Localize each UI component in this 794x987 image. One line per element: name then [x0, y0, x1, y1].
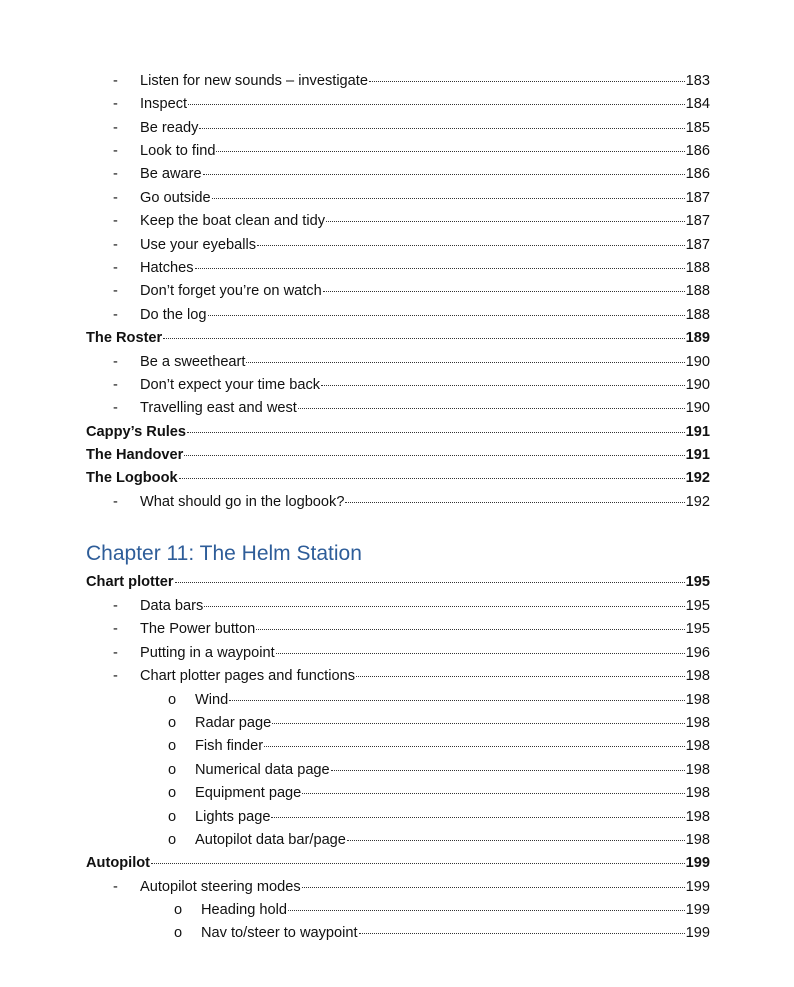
toc-entry-label: The Roster — [86, 330, 163, 346]
toc-section-entry[interactable] — [0, 327, 794, 349]
toc-entry[interactable] — [0, 117, 794, 139]
toc-page-number: 199 — [685, 902, 710, 918]
dot-leader — [321, 385, 685, 386]
toc-entry-label: Putting in a waypoint — [140, 645, 275, 661]
toc-entry[interactable] — [0, 618, 794, 640]
toc-entry-label: Chart plotter — [86, 574, 174, 590]
toc-page-number: 191 — [685, 447, 710, 463]
dot-leader — [326, 221, 685, 222]
toc-entry-label: Listen for new sounds – investigate — [140, 73, 368, 89]
dot-leader — [257, 245, 685, 246]
toc-page-number: 199 — [685, 879, 710, 895]
toc-entry-label: Hatches — [140, 260, 194, 276]
toc-page-number: 198 — [685, 809, 710, 825]
toc-entry-label: Heading hold — [201, 902, 288, 918]
dot-leader — [356, 676, 685, 677]
dash-bullet-icon: - — [113, 307, 118, 323]
toc-page-number: 198 — [685, 785, 710, 801]
dot-leader — [163, 338, 684, 339]
toc-entry-label: The Handover — [86, 447, 184, 463]
toc-entry[interactable] — [0, 876, 794, 898]
toc-entry[interactable] — [0, 187, 794, 209]
toc-entry-label: Be a sweetheart — [140, 354, 246, 370]
toc-entry[interactable] — [0, 304, 794, 326]
dot-leader — [302, 793, 684, 794]
dash-bullet-icon: - — [113, 143, 118, 159]
toc-entry[interactable] — [0, 70, 794, 92]
dot-leader — [323, 291, 685, 292]
toc-entry[interactable] — [0, 689, 794, 711]
toc-entry[interactable] — [0, 735, 794, 757]
toc-section-entry[interactable] — [0, 421, 794, 443]
dash-bullet-icon: - — [113, 166, 118, 182]
dot-leader — [212, 198, 685, 199]
toc-entry[interactable] — [0, 163, 794, 185]
toc-entry-label: Cappy’s Rules — [86, 424, 187, 440]
toc-entry-label: Be ready — [140, 120, 199, 136]
toc-entry-label: Keep the boat clean and tidy — [140, 213, 325, 229]
circle-bullet-icon: o — [168, 832, 177, 848]
toc-entry-label: Be aware — [140, 166, 202, 182]
toc-entry[interactable] — [0, 806, 794, 828]
toc-entry-label: Travelling east and west — [140, 400, 297, 416]
toc-entry[interactable] — [0, 397, 794, 419]
toc-section-entry[interactable] — [0, 444, 794, 466]
dash-bullet-icon: - — [113, 377, 118, 393]
toc-entry-label: Look to find — [140, 143, 216, 159]
toc-entry[interactable] — [0, 922, 794, 944]
toc-entry[interactable] — [0, 351, 794, 373]
toc-entry[interactable] — [0, 665, 794, 687]
toc-page-number: 190 — [685, 377, 710, 393]
dot-leader — [298, 408, 685, 409]
dash-bullet-icon: - — [113, 120, 118, 136]
toc-page-number: 195 — [685, 574, 710, 590]
toc-entry-label: Go outside — [140, 190, 211, 206]
dot-leader — [271, 817, 684, 818]
toc-entry[interactable] — [0, 210, 794, 232]
toc-entry-label: Data bars — [140, 598, 204, 614]
dot-leader — [359, 933, 685, 934]
toc-page-number: 195 — [685, 621, 710, 637]
toc-entry-label: Autopilot data bar/page — [195, 832, 346, 848]
toc-entry-label: Autopilot steering modes — [140, 879, 301, 895]
circle-bullet-icon: o — [168, 715, 177, 731]
toc-page-number: 187 — [685, 213, 710, 229]
dash-bullet-icon: - — [113, 213, 118, 229]
dash-bullet-icon: - — [113, 354, 118, 370]
dot-leader — [369, 81, 685, 82]
toc-page-number: 186 — [685, 143, 710, 159]
toc-page-number: 191 — [685, 424, 710, 440]
dot-leader — [203, 174, 685, 175]
toc-entry-label: Radar page — [195, 715, 272, 731]
toc-page-number: 199 — [685, 855, 710, 871]
dot-leader — [347, 840, 685, 841]
toc-entry[interactable] — [0, 829, 794, 851]
toc-entry[interactable] — [0, 140, 794, 162]
toc-page-number: 196 — [685, 645, 710, 661]
toc-page-number: 188 — [685, 283, 710, 299]
dash-bullet-icon: - — [113, 494, 118, 510]
toc-entry-label: Don’t expect your time back — [140, 377, 321, 393]
chapter-heading: Chapter 11: The Helm Station — [86, 542, 362, 565]
toc-entry-label: Numerical data page — [195, 762, 330, 778]
toc-page-number: 198 — [685, 715, 710, 731]
toc-entry[interactable] — [0, 93, 794, 115]
toc-page-number: 187 — [685, 190, 710, 206]
dot-leader — [331, 770, 685, 771]
dash-bullet-icon: - — [113, 621, 118, 637]
dash-bullet-icon: - — [113, 96, 118, 112]
circle-bullet-icon: o — [168, 762, 177, 778]
dot-leader — [175, 582, 685, 583]
toc-entry-label: Fish finder — [195, 738, 264, 754]
dot-leader — [179, 478, 685, 479]
dot-leader — [208, 315, 685, 316]
dot-leader — [256, 629, 684, 630]
toc-entry[interactable] — [0, 491, 794, 513]
dash-bullet-icon: - — [113, 190, 118, 206]
toc-page-number: 184 — [685, 96, 710, 112]
toc-entry[interactable] — [0, 712, 794, 734]
circle-bullet-icon: o — [168, 692, 177, 708]
toc-page-number: 188 — [685, 307, 710, 323]
toc-entry-label: Nav to/steer to waypoint — [201, 925, 358, 941]
toc-entry-label: Autopilot — [86, 855, 151, 871]
dot-leader — [199, 128, 684, 129]
circle-bullet-icon: o — [174, 925, 183, 941]
toc-entry-label: Wind — [195, 692, 229, 708]
dash-bullet-icon: - — [113, 598, 118, 614]
circle-bullet-icon: o — [174, 902, 183, 918]
toc-page-number: 198 — [685, 762, 710, 778]
dash-bullet-icon: - — [113, 645, 118, 661]
toc-section-entry[interactable] — [0, 467, 794, 489]
dot-leader — [184, 455, 684, 456]
toc-entry[interactable] — [0, 280, 794, 302]
circle-bullet-icon: o — [168, 785, 177, 801]
dot-leader — [204, 606, 684, 607]
dot-leader — [302, 887, 685, 888]
toc-page-number: 198 — [685, 692, 710, 708]
dot-leader — [229, 700, 684, 701]
toc-entry[interactable] — [0, 899, 794, 921]
toc-entry-label: What should go in the logbook? — [140, 494, 345, 510]
toc-page-number: 192 — [685, 470, 710, 486]
toc-entry-label: The Logbook — [86, 470, 178, 486]
dash-bullet-icon: - — [113, 73, 118, 89]
toc-page-number: 198 — [685, 668, 710, 684]
toc-section-entry[interactable] — [0, 852, 794, 874]
circle-bullet-icon: o — [168, 738, 177, 754]
dash-bullet-icon: - — [113, 400, 118, 416]
toc-entry[interactable] — [0, 595, 794, 617]
toc-page-number: 195 — [685, 598, 710, 614]
dot-leader — [187, 432, 685, 433]
toc-entry[interactable] — [0, 642, 794, 664]
dot-leader — [246, 362, 684, 363]
toc-entry-label: Lights page — [195, 809, 271, 825]
toc-page-number: 190 — [685, 354, 710, 370]
toc-entry-label: Inspect — [140, 96, 188, 112]
toc-entry-label: Do the log — [140, 307, 207, 323]
dash-bullet-icon: - — [113, 879, 118, 895]
toc-entry-label: Use your eyeballs — [140, 237, 256, 253]
toc-page-number: 198 — [685, 832, 710, 848]
toc-page-number: 185 — [685, 120, 710, 136]
toc-page-number: 187 — [685, 237, 710, 253]
dot-leader — [272, 723, 684, 724]
toc-entry[interactable] — [0, 759, 794, 781]
dot-leader — [195, 268, 685, 269]
toc-section-entry[interactable] — [0, 571, 794, 593]
dot-leader — [151, 863, 685, 864]
dash-bullet-icon: - — [113, 260, 118, 276]
dot-leader — [345, 502, 684, 503]
toc-entry-label: Equipment page — [195, 785, 302, 801]
dot-leader — [264, 746, 685, 747]
toc-page-number: 192 — [685, 494, 710, 510]
toc-page-number: 188 — [685, 260, 710, 276]
toc-entry-label: The Power button — [140, 621, 256, 637]
toc-page-number: 189 — [685, 330, 710, 346]
dot-leader — [288, 910, 685, 911]
toc-page-number: 186 — [685, 166, 710, 182]
toc-entry[interactable] — [0, 234, 794, 256]
toc-page-number: 183 — [685, 73, 710, 89]
toc-entry[interactable] — [0, 257, 794, 279]
toc-entry-label: Don’t forget you’re on watch — [140, 283, 322, 299]
dot-leader — [276, 653, 685, 654]
toc-entry[interactable] — [0, 374, 794, 396]
toc-entry[interactable] — [0, 782, 794, 804]
toc-entry-label: Chart plotter pages and functions — [140, 668, 355, 684]
dash-bullet-icon: - — [113, 237, 118, 253]
circle-bullet-icon: o — [168, 809, 177, 825]
dot-leader — [188, 104, 685, 105]
toc-page-number: 198 — [685, 738, 710, 754]
dot-leader — [216, 151, 684, 152]
dash-bullet-icon: - — [113, 283, 118, 299]
dash-bullet-icon: - — [113, 668, 118, 684]
toc-page-number: 199 — [685, 925, 710, 941]
toc-page-number: 190 — [685, 400, 710, 416]
